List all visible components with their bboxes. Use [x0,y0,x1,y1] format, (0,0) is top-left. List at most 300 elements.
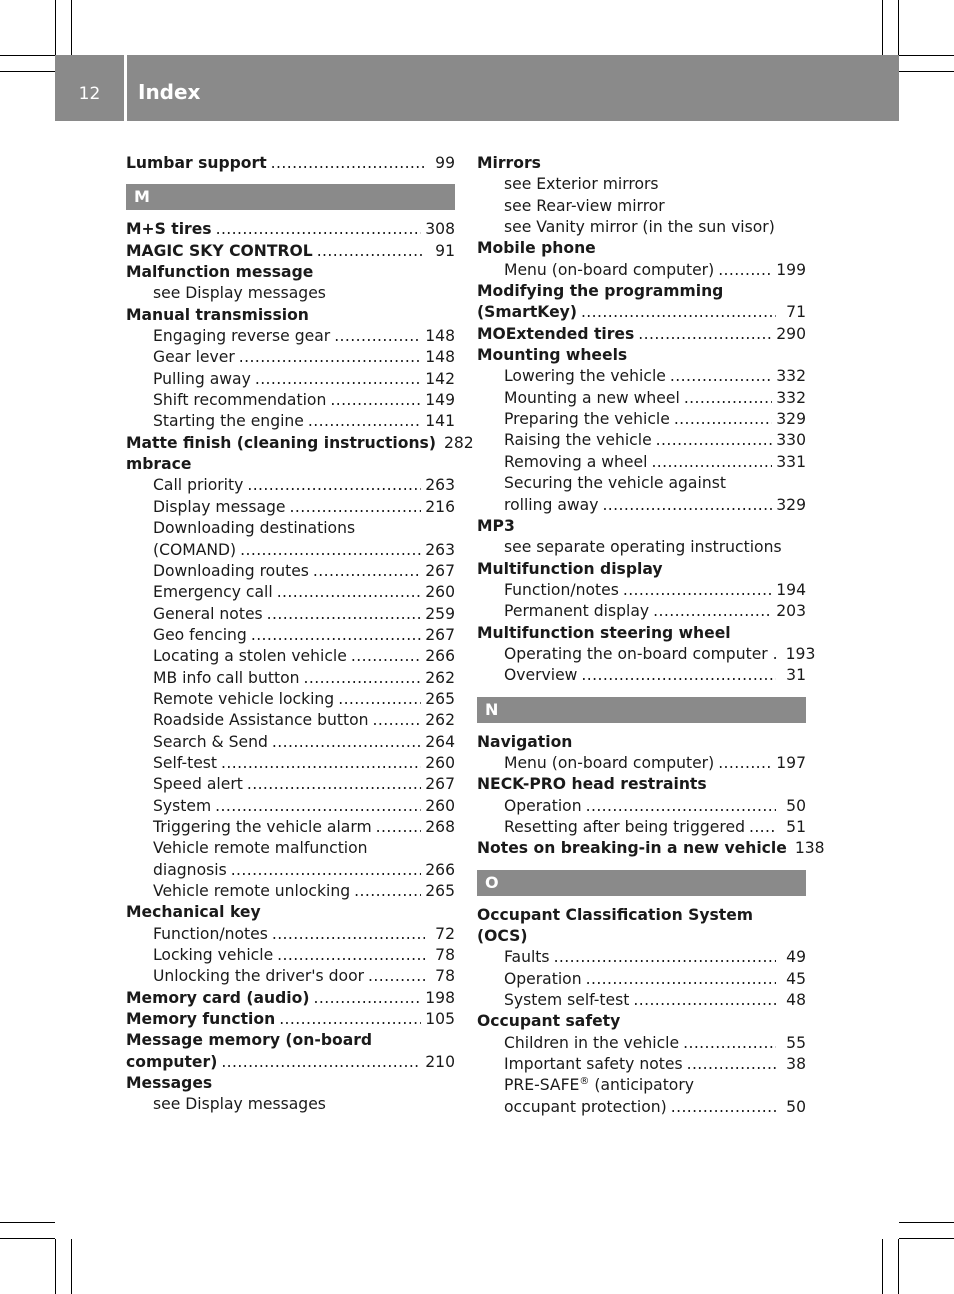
index-entry [477,838,825,859]
registered-mark: ® [579,1076,590,1088]
index-entry [126,1073,455,1094]
entry-text [126,1030,372,1051]
entry-label: Occupant Classification System [477,905,754,924]
entry-label: Function/notes [153,924,268,943]
dot-leader [231,860,422,881]
entry-label: Mounting wheels [477,346,628,365]
entry-label: System [153,796,212,815]
entry-text [153,540,236,561]
page-ref: 260 [425,753,455,772]
page-ref: 260 [425,583,455,602]
dot-leader [338,689,421,710]
entry-label: Resetting after being triggered [504,817,745,836]
index-subentry [126,625,455,646]
entry-text [504,366,666,387]
entry-text [153,945,273,966]
page-ref: 259 [425,604,455,623]
entry-text [477,153,541,174]
entry-label: Unlocking the driver's door [153,967,365,986]
entry-text [153,475,243,496]
index-subentry [126,945,455,966]
index-subentry [126,817,455,838]
index-entry [126,902,455,923]
entry-text [153,625,247,646]
entry-text [153,646,347,667]
page-ref: 78 [435,946,455,965]
entry-text [126,454,191,475]
entry-label: Operation [504,796,582,815]
index-subentry [126,497,455,518]
index-subentry [477,495,806,516]
entry-text [153,347,235,368]
index-subentry [126,326,455,347]
entry-text [153,390,326,411]
entry-text [477,1011,620,1032]
entry-label: (COMAND) [153,540,237,559]
page-ref: 148 [425,327,455,346]
page-ref: 330 [776,431,806,450]
entry-label: Important safety notes [504,1055,683,1074]
entry-text [153,582,273,603]
entry-label: Function/notes [504,580,619,599]
dot-leader [651,452,772,473]
dot-leader [602,495,772,516]
index-entry [126,1009,455,1030]
index-entry [477,516,806,537]
entry-label: Children in the vehicle [504,1033,680,1052]
entry-text [504,452,647,473]
entry-label: see Rear-view mirror [504,196,665,215]
index-subentry [126,796,455,817]
index-subentry [477,990,806,1011]
entry-label: Emergency call [153,583,273,602]
entry-text [477,302,577,323]
entry-text [504,473,726,494]
entry-label: occupant protection) [504,1097,667,1116]
entry-label: Permanent display [504,602,650,621]
page-ref: 308 [425,220,455,239]
entry-label: diagnosis [153,860,227,879]
index-subentry [126,924,455,945]
entry-text [504,174,659,195]
section-letter-m: M [126,184,455,210]
page-ref: 197 [776,753,806,772]
entry-label: see Vanity mirror (in the sun visor) [504,218,775,237]
entry-text [153,411,304,432]
page-ref: 331 [776,452,806,471]
index-subentry [477,969,806,990]
dot-leader [313,561,421,582]
entry-text [504,430,652,451]
index-column-right [477,153,825,1118]
dot-leader [247,475,421,496]
entry-text [504,537,782,558]
dot-leader [255,369,421,390]
index-entry [126,241,455,262]
entry-label: Engaging reverse gear [153,327,331,346]
dot-leader [247,774,421,795]
entry-text [477,905,753,926]
index-entry [477,281,806,302]
index-subentry [126,860,455,881]
index-subentry [477,196,806,217]
dot-leader [718,753,772,774]
index-subentry [126,774,455,795]
index-subentry [126,540,455,561]
entry-text [504,495,598,516]
index-entry [126,305,455,326]
dot-leader [251,625,421,646]
index-subentry [477,430,806,451]
entry-text [504,196,665,217]
page-ref: 38 [786,1055,806,1074]
entry-text [504,969,582,990]
dot-leader [304,668,422,689]
page-ref: 198 [425,988,455,1007]
index-subentry [126,689,455,710]
entry-text [477,281,723,302]
entry-label: Manual transmission [126,305,309,324]
entry-label: Securing the vehicle against [504,474,726,493]
section-letter-o: O [477,870,806,896]
entry-text [504,665,577,686]
index-subentry [477,537,806,558]
dot-leader [277,582,422,603]
entry-label: (OCS) [477,927,528,945]
entry-label: see Display messages [153,284,326,303]
page-ref: 91 [435,241,455,260]
index-subentry [126,475,455,496]
dot-leader [277,945,425,966]
dot-leader [334,326,421,347]
page-ref: 55 [786,1033,806,1052]
index-subentry [477,260,806,281]
dot-leader [623,580,772,601]
index-entry [477,559,806,580]
section-letter-n: N [477,697,806,723]
entry-label: Operation [504,969,582,988]
entry-label: computer) [126,1052,218,1071]
entry-text [153,732,268,753]
entry-text [477,238,596,259]
entry-text [504,388,680,409]
page-ref: 262 [425,668,455,687]
page-ref: 265 [425,689,455,708]
dot-leader [240,540,421,561]
index-entry [126,219,455,240]
page-ref: 31 [786,666,806,685]
entry-label: Removing a wheel [504,452,648,471]
page-ref: 263 [425,540,455,559]
entry-text [153,774,243,795]
entry-label: see Exterior mirrors [504,175,659,194]
dot-leader [653,601,772,622]
entry-label-cont: (anticipatory [589,1076,694,1095]
entry-label: Downloading destinations [153,519,356,538]
entry-label: Operating the on-board computer . [504,644,778,663]
entry-text [504,601,649,622]
entry-label: Matte finish (cleaning instructions) [126,433,436,452]
page-ref: 50 [786,1097,806,1116]
index-subentry [126,518,455,539]
page-ref: 72 [435,924,455,943]
entry-text [153,796,211,817]
entry-label: Preparing the vehicle [504,410,670,429]
page-ref: 49 [786,948,806,967]
page-ref: 71 [786,303,806,322]
page-ref: 263 [425,476,455,495]
page-number: 12 [78,84,101,104]
page-ref: 193 [785,644,816,663]
dot-leader [683,1033,776,1054]
dot-leader [272,732,421,753]
page-ref: 329 [776,410,806,429]
entry-text [126,262,313,283]
dot-leader [718,260,772,281]
entry-label: Pulling away [153,369,251,388]
entry-label: Locking vehicle [153,946,274,965]
index-subentry [477,665,806,686]
index-subentry [126,347,455,368]
entry-label: see Display messages [153,1095,326,1114]
entry-label: Display message [153,497,286,516]
page-ref: 266 [425,860,455,879]
index-subentry [477,388,806,409]
dot-leader [373,710,422,731]
dot-leader [638,324,772,345]
entry-label: Triggering the vehicle alarm [153,817,372,836]
index-subentry [126,710,455,731]
index-subentry [477,1075,806,1096]
dot-leader [221,753,421,774]
entry-text [504,753,714,774]
dot-leader [581,665,776,686]
page-header [55,55,899,121]
page-ref: 142 [425,369,455,388]
entry-text [153,1094,326,1115]
dot-leader [586,796,776,817]
dot-leader [687,1054,776,1075]
index-entry [126,262,455,283]
entry-label: Mechanical key [126,903,261,922]
index-subentry [126,561,455,582]
index-entry [477,153,806,174]
index-subentry [126,411,455,432]
page-ref: 267 [425,561,455,580]
index-subentry [126,838,455,859]
page-ref: 265 [425,882,455,900]
entry-label: Multifunction display [477,559,663,578]
page-ref: 78 [435,967,455,986]
entry-label: (SmartKey) [477,303,577,322]
index-subentry [477,174,806,195]
entry-label: Menu (on-board computer) [504,260,715,279]
index-subentry [477,644,816,665]
entry-text [477,559,663,580]
entry-text [126,988,310,1009]
dot-leader [314,988,422,1009]
entry-text [477,732,572,753]
entry-label: NECK-PRO head restraints [477,775,707,794]
entry-text [153,924,268,945]
index-subentry [477,473,806,494]
dot-leader [317,241,425,262]
entry-text [126,902,261,923]
page-ref: 138 [794,839,825,858]
index-subentry [126,646,455,667]
index-entry [126,988,455,1009]
dot-leader [586,969,776,990]
entry-label: Lumbar support [126,154,267,172]
entry-label: rolling away [504,495,599,514]
entry-label: Memory card (audio) [126,988,310,1007]
index-entry [126,454,455,475]
entry-label: Downloading routes [153,561,309,580]
entry-label: MAGIC SKY CONTROL [126,241,313,260]
page-ref: 216 [425,497,455,516]
page-ref: 332 [776,367,806,386]
entry-label: Search & Send [153,732,268,751]
index-entry [477,732,806,753]
index-entry [477,238,806,259]
entry-text [477,623,731,644]
index-subentry [477,452,806,473]
dot-leader [330,390,421,411]
entry-text [504,1097,667,1118]
index-entry [477,1011,806,1032]
entry-label: Faults [504,948,550,967]
index-entry [126,153,455,174]
page-ref: 149 [425,391,455,410]
entry-text [126,1009,275,1030]
index-entry [477,926,806,947]
entry-text [504,217,775,238]
entry-label: Occupant safety [477,1012,621,1031]
entry-label: Modifying the programming [477,282,724,301]
dot-leader [351,646,421,667]
dot-leader [656,430,773,451]
index-entry [126,433,474,454]
page-ref: 290 [776,324,806,343]
entry-label: Geo fencing [153,625,247,644]
page-ref: 267 [425,625,455,644]
entry-label: MOExtended tires [477,324,635,343]
entry-label: Shift recommendation [153,391,327,410]
entry-label: MP3 [477,516,515,535]
index-entry [477,324,806,345]
dot-leader [279,1009,421,1030]
entry-label: Mounting a new wheel [504,388,680,407]
index-entry [126,1052,455,1073]
index-subentry [126,604,455,625]
entry-text [504,644,778,665]
index-entry [477,774,806,795]
page-ref: 267 [425,775,455,794]
entry-label: Multifunction steering wheel [477,623,731,642]
entry-label: mbrace [126,455,192,474]
page-ref: 264 [425,732,455,751]
entry-label: System self-test [504,991,630,1010]
entry-label: Navigation [477,732,573,751]
entry-text [504,990,629,1011]
index-subentry [477,580,806,601]
page-ref: 45 [786,969,806,988]
entry-text [477,926,527,947]
page-ref: 282 [443,433,474,452]
index-subentry [126,369,455,390]
entry-text [477,345,627,366]
index-subentry [477,217,806,238]
dot-leader [271,153,425,174]
page-ref: 266 [425,647,455,666]
index-subentry [477,1054,806,1075]
index-subentry [477,601,806,622]
entry-text [504,1033,679,1054]
dot-leader [749,817,776,838]
index-subentry [477,817,806,838]
dot-leader [221,1052,421,1073]
index-entry [477,905,806,926]
dot-leader [670,366,772,387]
entry-label: Malfunction message [126,263,314,282]
entry-text [126,433,436,454]
index-subentry [126,753,455,774]
entry-text [153,860,227,881]
entry-text [504,796,582,817]
dot-leader [376,817,422,838]
page-ref: 268 [425,817,455,836]
dot-leader [671,1097,776,1118]
page-ref: 194 [776,580,806,599]
entry-text [153,668,300,689]
entry-text [504,947,550,968]
entry-text [126,1052,217,1073]
entry-text [504,1054,683,1075]
entry-text [153,753,217,774]
page-ref: 260 [425,796,455,815]
page-ref: 48 [786,991,806,1010]
dot-leader [633,990,776,1011]
entry-text [153,283,326,304]
entry-text [477,324,634,345]
entry-text [153,710,369,731]
entry-label: Remote vehicle locking [153,689,335,708]
entry-label: Lowering the vehicle [504,367,666,386]
dot-leader [684,388,772,409]
entry-text [126,1073,212,1094]
dot-leader [368,966,425,987]
header-divider [124,55,127,121]
entry-text [153,518,355,539]
entry-text [126,241,313,262]
entry-label: Messages [126,1074,213,1093]
entry-label: Call priority [153,476,244,495]
entry-label: Mobile phone [477,239,596,258]
entry-text [153,369,251,390]
entry-label: Notes on breaking-in a new vehicle [477,839,787,858]
entry-text [153,326,330,347]
entry-label: General notes [153,604,263,623]
index-entry [477,623,806,644]
index-subentry [126,390,455,411]
page-ref: 199 [776,260,806,279]
index-entry [477,345,806,366]
entry-label: Speed alert [153,775,243,794]
entry-text [504,580,619,601]
entry-label: Raising the vehicle [504,431,652,450]
entry-text [126,153,267,174]
entry-label: Vehicle remote malfunction [153,839,368,858]
